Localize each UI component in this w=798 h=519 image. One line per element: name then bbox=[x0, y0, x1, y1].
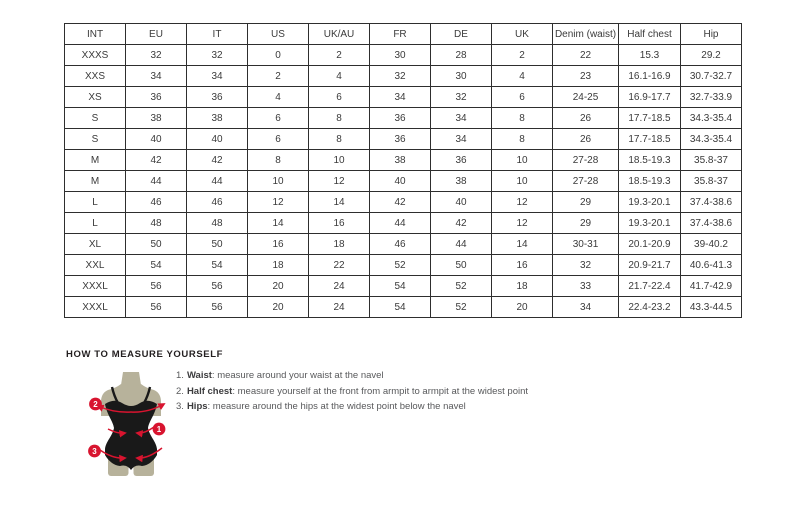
table-cell: 52 bbox=[431, 276, 492, 297]
step-label: Waist bbox=[186, 370, 212, 381]
table-cell: 32 bbox=[370, 66, 431, 87]
table-cell: 38 bbox=[370, 150, 431, 171]
table-cell: 10 bbox=[309, 150, 370, 171]
table-row bbox=[65, 66, 742, 87]
half-chest-badge-number: 2 bbox=[93, 400, 98, 409]
table-cell: 10 bbox=[248, 171, 309, 192]
table-row bbox=[65, 276, 742, 297]
table-cell: 37.4-38.6 bbox=[681, 192, 742, 213]
table-cell: XXL bbox=[65, 255, 126, 276]
table-cell: 32.7-33.9 bbox=[681, 87, 742, 108]
table-cell: 44 bbox=[126, 171, 187, 192]
table-cell: 22 bbox=[309, 255, 370, 276]
table-cell: 12 bbox=[309, 171, 370, 192]
table-cell: 36 bbox=[187, 87, 248, 108]
table-cell: 20 bbox=[492, 297, 553, 318]
table-cell: 20 bbox=[248, 297, 309, 318]
table-cell: 18 bbox=[309, 234, 370, 255]
table-cell: 56 bbox=[126, 297, 187, 318]
table-cell: 40.6-41.3 bbox=[681, 255, 742, 276]
table-cell: 30 bbox=[370, 45, 431, 66]
table-cell: XS bbox=[65, 87, 126, 108]
table-cell: 34 bbox=[431, 108, 492, 129]
table-row bbox=[65, 213, 742, 234]
table-cell: 34 bbox=[126, 66, 187, 87]
table-cell: 10 bbox=[492, 171, 553, 192]
table-cell: 16.1-16.9 bbox=[619, 66, 681, 87]
table-row bbox=[65, 150, 742, 171]
table-cell: 16 bbox=[492, 255, 553, 276]
table-cell: 4 bbox=[248, 87, 309, 108]
table-cell: L bbox=[65, 192, 126, 213]
table-cell: 34 bbox=[431, 129, 492, 150]
table-cell: 8 bbox=[248, 150, 309, 171]
table-cell: 38 bbox=[187, 108, 248, 129]
hips-badge-number: 3 bbox=[92, 447, 97, 456]
table-cell: 27-28 bbox=[553, 171, 619, 192]
step-text: : measure yourself at the front from armpit to armpit at the widest point bbox=[232, 385, 529, 397]
table-cell: 18 bbox=[492, 276, 553, 297]
table-cell: 22 bbox=[553, 45, 619, 66]
table-cell: 6 bbox=[248, 129, 309, 150]
table-cell: 48 bbox=[126, 213, 187, 234]
measure-heading: HOW TO MEASURE YOURSELF bbox=[66, 349, 224, 360]
table-row bbox=[65, 45, 742, 66]
step-text: : measure around your waist at the navel bbox=[211, 370, 384, 381]
measurement-figure bbox=[86, 372, 178, 477]
table-cell: 42 bbox=[431, 213, 492, 234]
table-cell: 17.7-18.5 bbox=[619, 129, 681, 150]
table-cell: 34.3-35.4 bbox=[681, 108, 742, 129]
table-cell: 44 bbox=[187, 171, 248, 192]
table-cell: 36 bbox=[370, 108, 431, 129]
table-cell: 40 bbox=[431, 192, 492, 213]
table-cell: 18.5-19.3 bbox=[619, 171, 681, 192]
table-cell: 35.8-37 bbox=[681, 171, 742, 192]
table-cell: 16 bbox=[309, 213, 370, 234]
column-header: US bbox=[248, 24, 309, 45]
column-header: Half chest bbox=[619, 24, 681, 45]
table-cell: 56 bbox=[126, 276, 187, 297]
table-cell: 30-31 bbox=[553, 234, 619, 255]
table-row bbox=[65, 108, 742, 129]
table-cell: 0 bbox=[248, 45, 309, 66]
column-header: FR bbox=[370, 24, 431, 45]
measure-step-half-chest bbox=[176, 387, 596, 397]
table-cell: 44 bbox=[370, 213, 431, 234]
table-cell: 54 bbox=[126, 255, 187, 276]
table-cell: 24-25 bbox=[553, 87, 619, 108]
table-cell: 19.3-20.1 bbox=[619, 213, 681, 234]
table-cell: 37.4-38.6 bbox=[681, 213, 742, 234]
table-row bbox=[65, 192, 742, 213]
table-cell: 14 bbox=[309, 192, 370, 213]
table-cell: 54 bbox=[370, 276, 431, 297]
column-header: EU bbox=[126, 24, 187, 45]
step-text: : measure around the hips at the widest point below the navel bbox=[207, 401, 466, 412]
table-cell: M bbox=[65, 150, 126, 171]
table-cell: 56 bbox=[187, 297, 248, 318]
table-cell: 4 bbox=[309, 66, 370, 87]
table-row bbox=[65, 234, 742, 255]
table-cell: 6 bbox=[248, 108, 309, 129]
table-cell: XXXS bbox=[65, 45, 126, 66]
table-cell: 35.8-37 bbox=[681, 150, 742, 171]
table-cell: 18 bbox=[248, 255, 309, 276]
table-cell: 36 bbox=[370, 129, 431, 150]
table-row bbox=[65, 297, 742, 318]
table-cell: 36 bbox=[431, 150, 492, 171]
table-cell: 29.2 bbox=[681, 45, 742, 66]
table-cell: 8 bbox=[309, 129, 370, 150]
table-cell: 38 bbox=[126, 108, 187, 129]
table-cell: 12 bbox=[492, 213, 553, 234]
table-cell: 24 bbox=[309, 276, 370, 297]
table-cell: 34.3-35.4 bbox=[681, 129, 742, 150]
measure-step-waist bbox=[176, 371, 596, 381]
step-label: Hips bbox=[186, 401, 208, 412]
table-cell: XXXL bbox=[65, 297, 126, 318]
table-cell: 19.3-20.1 bbox=[619, 192, 681, 213]
table-cell: S bbox=[65, 108, 126, 129]
table-cell: 16 bbox=[248, 234, 309, 255]
table-cell: 18.5-19.3 bbox=[619, 150, 681, 171]
table-cell: 6 bbox=[309, 87, 370, 108]
table-cell: XXXL bbox=[65, 276, 126, 297]
step-label: Half chest bbox=[186, 385, 233, 397]
table-cell: 17.7-18.5 bbox=[619, 108, 681, 129]
size-chart-body bbox=[65, 45, 742, 318]
table-header-row bbox=[65, 24, 742, 45]
table-cell: 24 bbox=[309, 297, 370, 318]
measure-steps bbox=[176, 371, 596, 418]
table-cell: 46 bbox=[370, 234, 431, 255]
table-cell: XL bbox=[65, 234, 126, 255]
table-cell: 52 bbox=[370, 255, 431, 276]
mannequin-illustration bbox=[86, 372, 178, 477]
table-cell: 10 bbox=[492, 150, 553, 171]
waist-badge-number: 1 bbox=[156, 425, 162, 434]
table-cell: 12 bbox=[248, 192, 309, 213]
table-cell: 40 bbox=[187, 129, 248, 150]
table-cell: 42 bbox=[187, 150, 248, 171]
table-cell: 26 bbox=[553, 108, 619, 129]
table-cell: 2 bbox=[492, 45, 553, 66]
step-number: 3. bbox=[176, 401, 184, 412]
table-cell: M bbox=[65, 171, 126, 192]
table-cell: 56 bbox=[187, 276, 248, 297]
table-cell: 32 bbox=[187, 45, 248, 66]
table-cell: 2 bbox=[248, 66, 309, 87]
table-cell: 26 bbox=[553, 129, 619, 150]
table-cell: 6 bbox=[492, 87, 553, 108]
table-row bbox=[65, 171, 742, 192]
table-cell: 27-28 bbox=[553, 150, 619, 171]
table-row bbox=[65, 87, 742, 108]
table-cell: 42 bbox=[126, 150, 187, 171]
size-chart-table bbox=[64, 23, 742, 318]
measure-step-hips bbox=[176, 402, 596, 412]
table-row bbox=[65, 129, 742, 150]
column-header: UK/AU bbox=[309, 24, 370, 45]
table-cell: 29 bbox=[553, 213, 619, 234]
table-cell: 30 bbox=[431, 66, 492, 87]
step-number: 1. bbox=[176, 370, 184, 381]
table-cell: 21.7-22.4 bbox=[619, 276, 681, 297]
column-header: INT bbox=[65, 24, 126, 45]
table-cell: 36 bbox=[126, 87, 187, 108]
table-cell: 38 bbox=[431, 171, 492, 192]
column-header: IT bbox=[187, 24, 248, 45]
table-cell: 20 bbox=[248, 276, 309, 297]
table-cell: 54 bbox=[187, 255, 248, 276]
table-cell: 48 bbox=[187, 213, 248, 234]
table-cell: 23 bbox=[553, 66, 619, 87]
table-cell: 50 bbox=[187, 234, 248, 255]
table-cell: 15.3 bbox=[619, 45, 681, 66]
table-cell: 12 bbox=[492, 192, 553, 213]
table-cell: 34 bbox=[553, 297, 619, 318]
table-row bbox=[65, 255, 742, 276]
table-cell: 16.9-17.7 bbox=[619, 87, 681, 108]
table-cell: 40 bbox=[370, 171, 431, 192]
table-cell: 30.7-32.7 bbox=[681, 66, 742, 87]
table-cell: XXS bbox=[65, 66, 126, 87]
table-cell: 4 bbox=[492, 66, 553, 87]
column-header: DE bbox=[431, 24, 492, 45]
table-cell: 46 bbox=[126, 192, 187, 213]
table-cell: 14 bbox=[248, 213, 309, 234]
table-cell: L bbox=[65, 213, 126, 234]
table-cell: 42 bbox=[370, 192, 431, 213]
table-cell: 8 bbox=[492, 108, 553, 129]
table-cell: 20.9-21.7 bbox=[619, 255, 681, 276]
column-header: UK bbox=[492, 24, 553, 45]
table-cell: 29 bbox=[553, 192, 619, 213]
table-cell: 32 bbox=[126, 45, 187, 66]
table-cell: 2 bbox=[309, 45, 370, 66]
table-cell: S bbox=[65, 129, 126, 150]
table-cell: 39-40.2 bbox=[681, 234, 742, 255]
table-cell: 8 bbox=[309, 108, 370, 129]
table-cell: 28 bbox=[431, 45, 492, 66]
column-header: Denim (waist) bbox=[553, 24, 619, 45]
table-cell: 33 bbox=[553, 276, 619, 297]
table-cell: 22.4-23.2 bbox=[619, 297, 681, 318]
table-cell: 43.3-44.5 bbox=[681, 297, 742, 318]
table-cell: 41.7-42.9 bbox=[681, 276, 742, 297]
table-cell: 54 bbox=[370, 297, 431, 318]
table-cell: 20.1-20.9 bbox=[619, 234, 681, 255]
table-cell: 14 bbox=[492, 234, 553, 255]
table-cell: 52 bbox=[431, 297, 492, 318]
table-cell: 44 bbox=[431, 234, 492, 255]
table-cell: 50 bbox=[431, 255, 492, 276]
column-header: Hip bbox=[681, 24, 742, 45]
table-cell: 32 bbox=[431, 87, 492, 108]
step-number: 2. bbox=[176, 385, 184, 397]
table-cell: 8 bbox=[492, 129, 553, 150]
table-cell: 50 bbox=[126, 234, 187, 255]
table-cell: 46 bbox=[187, 192, 248, 213]
table-cell: 34 bbox=[187, 66, 248, 87]
table-cell: 34 bbox=[370, 87, 431, 108]
table-cell: 32 bbox=[553, 255, 619, 276]
table-cell: 40 bbox=[126, 129, 187, 150]
